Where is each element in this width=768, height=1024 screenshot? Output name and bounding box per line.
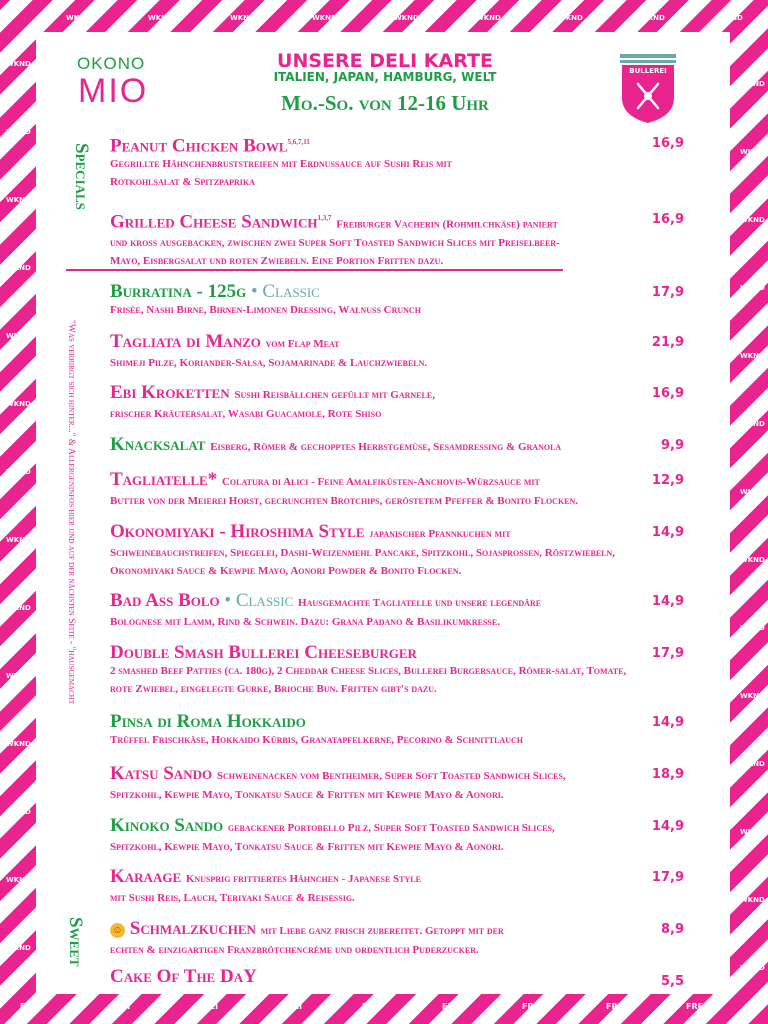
item-classic: Classic — [235, 590, 294, 611]
item-inline-desc: Hausgemachte Tagliatelle und unsere legendäre — [298, 597, 542, 609]
border-stamp: WKND — [740, 964, 765, 972]
border-stamp: FREI — [606, 1002, 627, 1011]
item-name: Karaage — [110, 866, 182, 887]
border-stamp: WKND — [66, 14, 91, 22]
bullerei-shield-icon — [620, 54, 676, 124]
item-price: 14,9 — [651, 715, 684, 730]
item-price: 14,9 — [651, 594, 684, 609]
item-allergens: 5,6,7,11 — [287, 138, 310, 146]
item-inline-desc: mit Liebe ganz frisch zubereitet. Getoppt mit der — [260, 925, 504, 937]
menu-item — [110, 434, 650, 458]
section-sweet: Sweet — [65, 917, 86, 967]
item-name: Schmalzkuchen — [129, 918, 256, 939]
item-price: 17,9 — [651, 285, 684, 300]
border-stamp: FREI — [442, 1002, 463, 1011]
item-name: Bad Ass Bolo — [110, 590, 220, 611]
item-price: 16,9 — [651, 212, 684, 227]
item-desc: Gegrillte Hähnchenbruststreifen mit Erdnussauce auf Sushi Reis mit Rotkohlsalat & Spitzpaprika — [110, 158, 452, 188]
border-stamp: WKND — [6, 672, 31, 680]
border-stamp: WKND — [740, 80, 765, 88]
menu-subtitle: ITALIEN, JAPAN, HAMBURG, WELT — [273, 70, 497, 84]
menu-item — [110, 866, 650, 908]
border-stamp: WKND — [740, 488, 765, 496]
item-desc: mit Sushi Reis, Lauch, Teriyaki Sauce & Reisessig. — [110, 892, 355, 904]
item-inline-desc: Eisberg, Römer & gechopptes Herbstgemüse, Sesamdressing & Granola — [210, 441, 562, 453]
item-allergens: 1,3,7 — [317, 214, 332, 222]
border-stamp: FREI — [282, 1002, 303, 1011]
border-stamp: WKND — [6, 740, 31, 748]
border-stamp: WKND — [6, 876, 31, 884]
menu-item — [110, 815, 650, 857]
item-price: 5,5 — [660, 974, 684, 989]
border-stamp: WKND — [740, 896, 765, 904]
item-price: 16,9 — [651, 386, 684, 401]
border-stamp: WKND — [740, 352, 765, 360]
menu-item — [110, 331, 650, 373]
item-classic: Classic — [262, 281, 320, 302]
border-stamp: FREI — [20, 1002, 41, 1011]
border-stamp: WKND — [6, 536, 31, 544]
opening-hours: Mo.-So. von 12-16 Uhr — [281, 91, 489, 115]
menu-item — [110, 642, 650, 698]
border-stamp: WKND — [230, 14, 255, 22]
item-price: 21,9 — [651, 335, 684, 350]
menu-title: UNSERE DELI KARTE — [277, 50, 493, 72]
item-price: 16,9 — [651, 136, 684, 151]
border-stamp: FREI — [198, 1002, 219, 1011]
border-stamp: FREI — [110, 1002, 131, 1011]
item-desc: Bolognese mit Lamm, Rind & Schwein. Dazu: Grana Padano & Basilikumkresse. — [110, 616, 500, 628]
border-stamp: WKND — [148, 14, 173, 22]
menu-item — [110, 711, 650, 750]
menu-item — [110, 469, 650, 511]
menu-item — [110, 966, 650, 987]
border-stamp: WKND — [740, 148, 765, 156]
item-desc: Spitzkohl, Kewpie Mayo, Tonkatsu Sauce & Fritten mit Kewpie Mayo & Aonori. — [110, 841, 504, 853]
border-stamp: WKND — [6, 332, 31, 340]
item-inline-desc: vom Flap Meat — [265, 338, 340, 350]
item-desc: und kross ausgebacken, zwischen zwei Super Soft Toasted Sandwich Slices mit Preiselbeer-Mayo, Eisbergsalat und roten Zwiebeln. Eine Portion Fritten dazu. — [110, 237, 560, 267]
border-stamp: WKND — [6, 128, 31, 136]
item-inline-desc: Schweinenacken vom Bentheimer, Super Soft Toasted Sandwich Slices, — [216, 770, 566, 782]
item-desc: Spitzkohl, Kewpie Mayo, Tonkatsu Sauce & Fritten mit Kewpie Mayo & Aonori. — [110, 789, 504, 801]
border-stamp: FREI — [522, 1002, 543, 1011]
border-stamp: FREI — [686, 1002, 707, 1011]
item-desc: Shimeji Pilze, Koriander-Salsa, Sojamarinade & Lauchzwiebeln. — [110, 357, 428, 369]
border-stamp: WKND — [6, 808, 31, 816]
item-name: Kinoko Sando — [110, 815, 224, 836]
border-stamp: WKND — [6, 468, 31, 476]
item-price: 14,9 — [651, 525, 684, 540]
border-stamp: FREI — [362, 1002, 383, 1011]
item-desc: echten & einzigartigen Franzbrötchencrème und ordentlich Puderzucker. — [110, 944, 479, 956]
menu-item — [110, 208, 650, 270]
item-desc: frischer Kräutersalat, Wasabi Guacamole, Rote Shiso — [110, 408, 382, 420]
border-stamp: WKND — [718, 14, 743, 22]
border-stamp: WKND — [640, 14, 665, 22]
border-stamp: WKND — [6, 944, 31, 952]
item-name: Burratina - 125g — [110, 281, 247, 302]
brand-mio: MIO — [78, 72, 149, 110]
item-desc: 2 smashed Beef Patties (ca. 180g), 2 Cheddar Cheese Slices, Bullerei Burgersauce, Römer-salat, Tomate, rote Zwiebel, eingelegte Gurke, Brioche Bun. Fritten gibt's dazu. — [110, 665, 627, 695]
border-stamp: WKND — [6, 264, 31, 272]
border-stamp: WKND — [740, 420, 765, 428]
item-price: 17,9 — [651, 870, 684, 885]
border-stamp: WKND — [740, 760, 765, 768]
item-name: Pinsa di Roma Hokkaido — [110, 711, 306, 732]
item-price: 17,9 — [651, 646, 684, 661]
menu-item — [110, 918, 650, 960]
item-inline-desc: Freiburger Vacherin (Rohmilchkäse) paniert — [336, 218, 558, 231]
item-name: Cake Of The DaY — [110, 966, 257, 987]
item-name: Ebi Kroketten — [110, 382, 230, 403]
section-specials: Specials — [71, 143, 92, 210]
menu-item — [110, 521, 650, 580]
item-name: Double Smash Bullerei Cheeseburger — [110, 642, 417, 663]
item-name: Katsu Sando — [110, 763, 213, 784]
item-desc: Frisée, Nashi Birne, Birnen-Limonen Dressing, Walnuss Crunch — [110, 304, 421, 316]
menu-item — [110, 382, 650, 424]
border-stamp: WKND — [6, 196, 31, 204]
item-name: Tagliata di Manzo — [110, 331, 261, 352]
item-inline-desc: Colatura di Alici - Feine Amalfiküsten-Anchovis-Würzsauce mit — [221, 476, 540, 488]
item-price: 8,9 — [660, 922, 684, 937]
border-stamp: WKND — [394, 14, 419, 22]
border-stamp: WKND — [312, 14, 337, 22]
allergen-note: "Was verbirgt sich hinter..." & Allergeninfos hier und auf der nächsten Seite - "hausgemacht — [66, 320, 76, 705]
item-price: 12,9 — [651, 473, 684, 488]
item-name: Tagliatelle* — [110, 469, 218, 490]
item-desc: Butter von der Meierei Horst, gecrunchten Brotchips, geröstetem Pfeffer & Bonito Flocken. — [110, 495, 579, 507]
item-price: 14,9 — [651, 819, 684, 834]
badge-label: BULLEREI — [629, 67, 667, 75]
menu-item — [110, 132, 650, 191]
border-stamp: WKND — [740, 284, 765, 292]
border-stamp: WKND — [558, 14, 583, 22]
border-stamp: WKND — [740, 828, 765, 836]
border-stamp: WKND — [6, 60, 31, 68]
item-inline-desc: Sushi Reisbällchen gefüllt mit Garnele, — [234, 389, 435, 401]
menu-item — [110, 763, 650, 805]
item-name: Okonomiyaki - Hiroshima Style — [110, 521, 365, 542]
item-desc: Trüffel Frischkäse, Hokkaido Kürbis, Granatapfelkerne, Pecorino & Schnittlauch — [110, 734, 523, 746]
border-stamp: WKND — [6, 604, 31, 612]
item-desc: Schweinebauchstreifen, Spiegelei, Dashi-Weizenmehl Pancake, Spitzkohl, Sojasprossen, Röstzwiebeln, Okonomiyaki Sauce & Kewpie Mayo, Aonori Powder & Bonito Flocken. — [110, 547, 616, 577]
bullerei-badge — [620, 54, 676, 124]
menu-item: Bad Ass Bolo • Classic Hausgemachte Tagliatelle und unsere legendäre Bolognese mit Lamm, Rind & Schwein. Dazu: Grana Padano & Basilikumkresse. — [110, 590, 650, 632]
border-stamp: WKND — [740, 692, 765, 700]
smiley-icon: ☺ — [110, 923, 125, 938]
item-name: Peanut Chicken Bowl — [110, 135, 288, 157]
item-name: Knacksalat — [110, 434, 206, 455]
border-stamp: WKND — [740, 624, 765, 632]
border-stamp: WKND — [740, 216, 765, 224]
item-inline-desc: japanischer Pfannkuchen mit — [369, 528, 511, 540]
border-stamp: WKND — [740, 556, 765, 564]
item-inline-desc: Knusprig frittiertes Hähnchen - Japanese Style — [185, 873, 421, 885]
menu-item: Burratina - 125g • Classic Frisée, Nashi Birne, Birnen-Limonen Dressing, Walnuss Crunch — [110, 281, 650, 320]
border-stamp: WKND — [476, 14, 501, 22]
item-inline-desc: gebackener Portobello Pilz, Super Soft Toasted Sandwich Slices, — [227, 822, 555, 834]
brand-okono: OKONO — [77, 54, 146, 73]
item-name: Grilled Cheese Sandwich — [110, 211, 318, 233]
border-stamp: WKND — [6, 400, 31, 408]
item-price: 18,9 — [651, 767, 684, 782]
item-price: 9,9 — [660, 438, 684, 453]
